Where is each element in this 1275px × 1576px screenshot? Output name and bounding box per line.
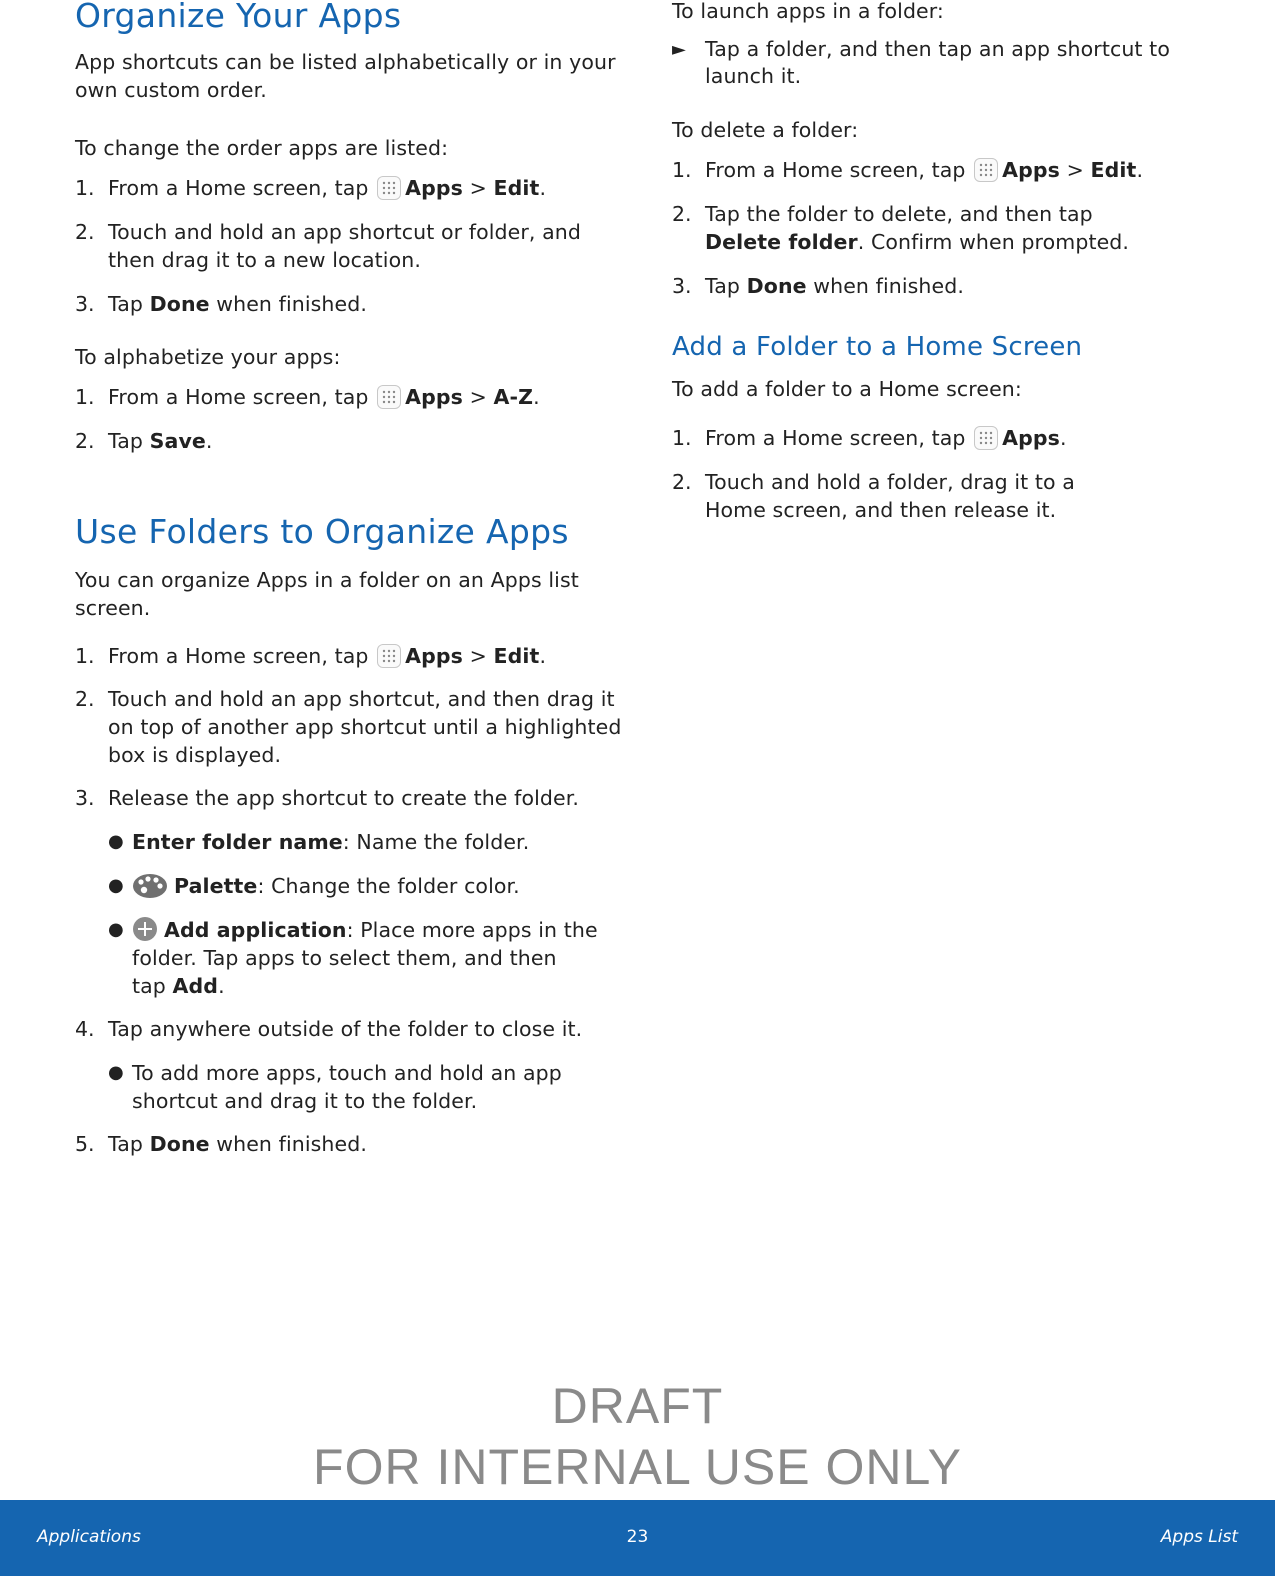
step-number: 3.: [672, 274, 692, 298]
subheading-delete: To delete a folder:: [672, 118, 859, 142]
footer-section: Apps List: [1160, 1527, 1238, 1547]
bullet-add-application-cont: tap Add.: [132, 974, 225, 998]
apps-grid-icon: [377, 385, 401, 409]
step-text: From a Home screen, tap Apps > Edit.: [108, 644, 547, 668]
bullet-dot: ●: [108, 1062, 124, 1083]
step-number: 1.: [75, 385, 95, 409]
step-text: Tap the folder to delete, and then tap: [705, 202, 1093, 226]
step-number: 1.: [75, 644, 95, 668]
intro-text: screen.: [75, 596, 151, 620]
apps-grid-icon: [974, 158, 998, 182]
step-number: 4.: [75, 1017, 95, 1041]
step-text: From a Home screen, tap Apps > Edit.: [705, 158, 1144, 182]
launch-text: Tap a folder, and then tap an app shortcut to: [705, 37, 1170, 61]
step-text: Tap Done when finished.: [705, 274, 964, 298]
bullet-add-more-apps: shortcut and drag it to the folder.: [132, 1089, 478, 1113]
step-number: 3.: [75, 292, 95, 316]
step-text: Tap Done when finished.: [108, 1132, 367, 1156]
apps-grid-icon: [377, 176, 401, 200]
step-text: Release the app shortcut to create the folder.: [108, 786, 579, 810]
subheading-add-folder: To add a folder to a Home screen:: [672, 377, 1022, 401]
step-number: 2.: [672, 470, 692, 494]
step-number: 3.: [75, 786, 95, 810]
step-number: 2.: [75, 687, 95, 711]
subheading-alphabetize: To alphabetize your apps:: [75, 345, 341, 369]
draft-watermark: DRAFT: [551, 1378, 724, 1434]
step-number: 1.: [672, 426, 692, 450]
step-text: From a Home screen, tap Apps.: [705, 426, 1067, 450]
bullet-dot: ●: [108, 919, 124, 940]
bullet-palette: Palette: Change the folder color.: [132, 872, 520, 906]
section-title-use-folders: Use Folders to Organize Apps: [75, 512, 569, 551]
section-title-add-folder: Add a Folder to a Home Screen: [672, 332, 1083, 362]
bullet-dot: ●: [108, 831, 124, 852]
step-text: Touch and hold an app shortcut, and then drag it: [108, 687, 615, 711]
step-text: From a Home screen, tap Apps > A-Z.: [108, 385, 540, 409]
step-text: box is displayed.: [108, 743, 282, 767]
draft-watermark: FOR INTERNAL USE ONLY: [313, 1439, 962, 1495]
apps-grid-icon: [377, 644, 401, 668]
step-text: Tap Done when finished.: [108, 292, 367, 316]
step-text: Tap Save.: [108, 429, 213, 453]
step-number: 1.: [75, 176, 95, 200]
step-text: Home screen, and then release it.: [705, 498, 1057, 522]
step-number: 5.: [75, 1132, 95, 1156]
arrow-marker-icon: ►: [672, 39, 686, 60]
page-footer: [0, 1500, 1275, 1576]
section-title-organize-apps: Organize Your Apps: [75, 0, 402, 35]
footer-page-number: 23: [626, 1527, 649, 1547]
intro-text: App shortcuts can be listed alphabetically or in your: [75, 50, 616, 74]
step-text: then drag it to a new location.: [108, 248, 421, 272]
step-number: 2.: [75, 429, 95, 453]
step-text: Touch and hold an app shortcut or folder, and: [108, 220, 581, 244]
bullet-dot: ●: [108, 875, 124, 896]
apps-grid-icon: [974, 426, 998, 450]
palette-icon: [132, 873, 168, 906]
step-text: Touch and hold a folder, drag it to a: [705, 470, 1075, 494]
step-number: 1.: [672, 158, 692, 182]
step-number: 2.: [75, 220, 95, 244]
intro-text: own custom order.: [75, 78, 267, 102]
launch-text: launch it.: [705, 64, 802, 88]
step-text: Delete folder. Confirm when prompted.: [705, 230, 1130, 254]
subheading-launch: To launch apps in a folder:: [672, 0, 944, 23]
bullet-add-application: Add application: Place more apps in the: [132, 916, 598, 949]
intro-text: You can organize Apps in a folder on an Apps list: [75, 568, 579, 592]
bullet-add-application-cont: folder. Tap apps to select them, and then: [132, 946, 557, 970]
step-text: From a Home screen, tap Apps > Edit.: [108, 176, 547, 200]
bullet-add-more-apps: To add more apps, touch and hold an app: [132, 1061, 562, 1085]
subheading-change-order: To change the order apps are listed:: [75, 136, 449, 160]
footer-chapter: Applications: [37, 1527, 141, 1547]
bullet-enter-folder-name: Enter folder name: Name the folder.: [132, 830, 530, 854]
step-text: on top of another app shortcut until a highlighted: [108, 715, 622, 739]
step-number: 2.: [672, 202, 692, 226]
step-text: Tap anywhere outside of the folder to close it.: [108, 1017, 583, 1041]
